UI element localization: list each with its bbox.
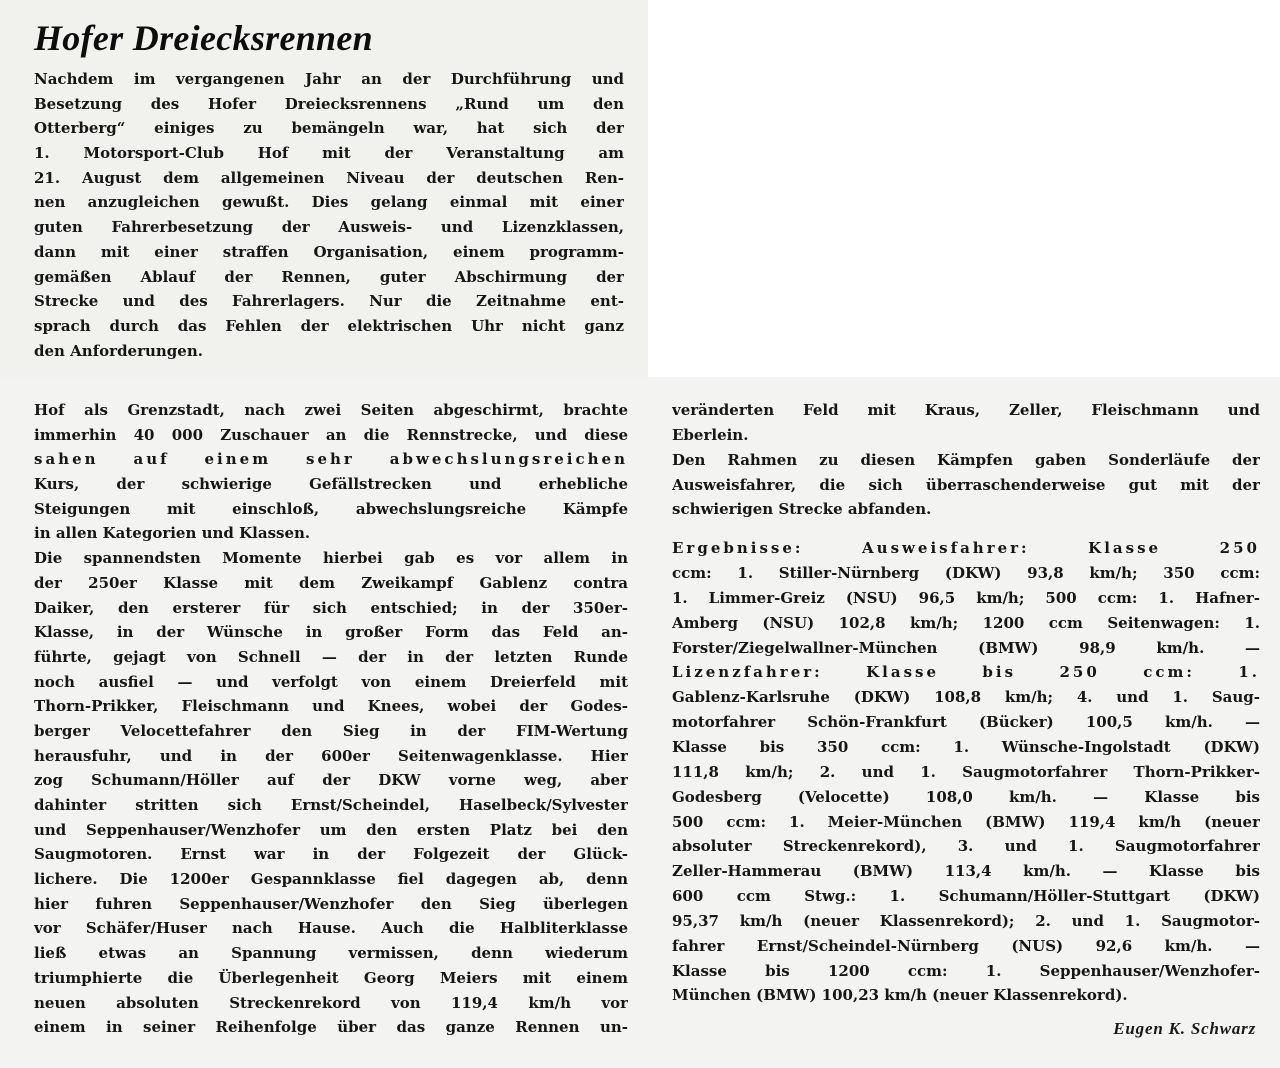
body-line: vor Schäfer/Huser nach Hause. Auch die Halbliterklasse bbox=[34, 919, 628, 938]
results-line: 600 ccm Stwg.: 1. Schumann/Höller-Stuttgart (DKW) bbox=[672, 887, 1260, 906]
intro-line: Nachdem im vergangenen Jahr an der Durchführung und bbox=[34, 70, 624, 88]
article-title: Hofer Dreiecksrennen bbox=[34, 18, 373, 58]
body-line: Klasse, in der Wünsche in großer Form das Feld an- bbox=[34, 623, 628, 642]
results-line: Ergebnisse: Ausweisfahrer: Klasse 250 bbox=[672, 539, 1260, 558]
results-line: 111,8 km/h; 2. und 1. Saugmotorfahrer Thorn-Prikker- bbox=[672, 762, 1260, 781]
left-column bbox=[34, 398, 628, 1040]
intro-line: nen anzugleichen gewußt. Dies gelang einmal mit einer bbox=[34, 193, 624, 212]
body-line: triumphierte die Überlegenheit Georg Meiers mit einem bbox=[34, 968, 628, 987]
body-line: Saugmotoren. Ernst war in der Folgezeit der Glück- bbox=[34, 845, 628, 864]
intro-line: 21. August dem allgemeinen Niveau der deutschen Ren- bbox=[34, 168, 624, 187]
body-line: ließ etwas an Spannung vermissen, denn wiederum bbox=[34, 944, 628, 963]
body-line: Eberlein. bbox=[672, 425, 749, 444]
intro-line: Besetzung des Hofer Dreiecksrennens „Rund um den bbox=[34, 94, 624, 113]
results-line: Forster/Ziegelwallner-München (BMW) 98,9 km/h. — bbox=[672, 638, 1260, 657]
results-line: ccm: 1. Stiller-Nürnberg (DKW) 93,8 km/h; 350 ccm: bbox=[672, 564, 1260, 583]
body-line: dahinter stritten sich Ernst/Scheindel, Haselbeck/Sylvester bbox=[34, 796, 628, 814]
intro-line: Strecke und des Fahrerlagers. Nur die Zeitnahme ent- bbox=[34, 292, 624, 311]
intro-line: 1. Motorsport-Club Hof mit der Veranstaltung am bbox=[34, 144, 624, 163]
right-column bbox=[672, 398, 1260, 1008]
body-line: Den Rahmen zu diesen Kämpfen gaben Sonderläufe der bbox=[672, 450, 1260, 469]
body-line: Kurs, der schwierige Gefällstrecken und erhebliche bbox=[34, 475, 628, 494]
body-line: Die spannendsten Momente hierbei gab es vor allem in bbox=[34, 549, 628, 568]
body-line: der 250er Klasse mit dem Zweikampf Gablenz contra bbox=[34, 573, 628, 592]
results-line: fahrer Ernst/Scheindel-Nürnberg (NUS) 92,6 km/h. — bbox=[672, 936, 1260, 955]
results-line: 500 ccm: 1. Meier-München (BMW) 119,4 km/h (neuer bbox=[672, 812, 1260, 831]
paragraph-gap bbox=[672, 522, 1260, 536]
body-line: und Seppenhauser/Wenzhofer um den ersten Platz bei den bbox=[34, 820, 628, 839]
results-line: Gablenz-Karlsruhe (DKW) 108,8 km/h; 4. und 1. Saug- bbox=[672, 688, 1260, 707]
body-line: Ausweisfahrer, die sich überraschenderweise gut mit der bbox=[672, 475, 1260, 494]
body-line: Steigungen mit einschloß, abwechslungsreiche Kämpfe bbox=[34, 499, 628, 518]
body-line: hier fuhren Seppenhauser/Wenzhofer den Sieg überlegen bbox=[34, 894, 628, 913]
body-line: sahen auf einem sehr abwechslungsreichen bbox=[34, 450, 628, 469]
body-line: Thorn-Prikker, Fleischmann und Knees, wobei der Godes- bbox=[34, 697, 628, 716]
body-line: immerhin 40 000 Zuschauer an die Rennstrecke, und diese bbox=[34, 425, 628, 444]
results-line: motorfahrer Schön-Frankfurt (Bücker) 100,5 km/h. — bbox=[672, 713, 1260, 732]
intro-line: Otterberg“ einiges zu bemängeln war, hat sich der bbox=[34, 119, 624, 138]
intro-line: den Anforderungen. bbox=[34, 341, 203, 360]
body-line: lichere. Die 1200er Gespannklasse fiel dagegen ab, denn bbox=[34, 870, 628, 889]
intro-line: gemäßen Ablauf der Rennen, guter Abschirmung der bbox=[34, 267, 624, 286]
body-line: veränderten Feld mit Kraus, Zeller, Fleischmann und bbox=[672, 401, 1260, 419]
results-line: München (BMW) 100,23 km/h (neuer Klassenrekord). bbox=[672, 986, 1128, 1005]
intro-line: dann mit einer straffen Organisation, einem programm- bbox=[34, 242, 624, 261]
intro-paragraph bbox=[34, 67, 624, 363]
blank-area bbox=[648, 0, 1280, 377]
intro-line: guten Fahrerbesetzung der Ausweis- und Lizenzklassen, bbox=[34, 218, 624, 237]
results-line: absoluter Streckenrekord), 3. und 1. Saugmotorfahrer bbox=[672, 837, 1260, 856]
body-line: zog Schumann/Höller auf der DKW vorne weg, aber bbox=[34, 771, 628, 790]
body-line: führte, gejagt von Schnell — der in der letzten Runde bbox=[34, 647, 628, 666]
results-line: Klasse bis 350 ccm: 1. Wünsche-Ingolstadt (DKW) bbox=[672, 737, 1260, 756]
results-line: Lizenzfahrer: Klasse bis 250 ccm: 1. bbox=[672, 663, 1260, 682]
results-line: Godesberg (Velocette) 108,0 km/h. — Klasse bis bbox=[672, 787, 1260, 806]
body-line: Hof als Grenzstadt, nach zwei Seiten abgeschirmt, brachte bbox=[34, 401, 628, 419]
results-line: Amberg (NSU) 102,8 km/h; 1200 ccm Seitenwagen: 1. bbox=[672, 613, 1260, 632]
body-line: neuen absoluten Streckenrekord von 119,4 km/h vor bbox=[34, 993, 628, 1012]
body-line: Daiker, den ersterer für sich entschied; in der 350er- bbox=[34, 598, 628, 617]
body-line: herausfuhr, und in der 600er Seitenwagenklasse. Hier bbox=[34, 746, 628, 765]
body-line: noch ausfiel — und verfolgt von einem Dreierfeld mit bbox=[34, 672, 628, 691]
body-line: berger Velocettefahrer den Sieg in der FIM-Wertung bbox=[34, 721, 628, 740]
results-line: 1. Limmer-Greiz (NSU) 96,5 km/h; 500 ccm: 1. Hafner- bbox=[672, 588, 1260, 607]
results-line: 95,37 km/h (neuer Klassenrekord); 2. und 1. Saugmotor- bbox=[672, 911, 1260, 930]
results-line: Klasse bis 1200 ccm: 1. Seppenhauser/Wenzhofer- bbox=[672, 961, 1260, 980]
results-line: Zeller-Hammerau (BMW) 113,4 km/h. — Klasse bis bbox=[672, 862, 1260, 881]
body-line: einem in seiner Reihenfolge über das ganze Rennen un- bbox=[34, 1018, 628, 1037]
body-line: schwierigen Strecke abfanden. bbox=[672, 500, 932, 519]
author-signature: Eugen K. Schwarz bbox=[1113, 1019, 1256, 1038]
body-line: in allen Kategorien und Klassen. bbox=[34, 524, 311, 543]
intro-line: sprach durch das Fehlen der elektrischen Uhr nicht ganz bbox=[34, 316, 624, 335]
